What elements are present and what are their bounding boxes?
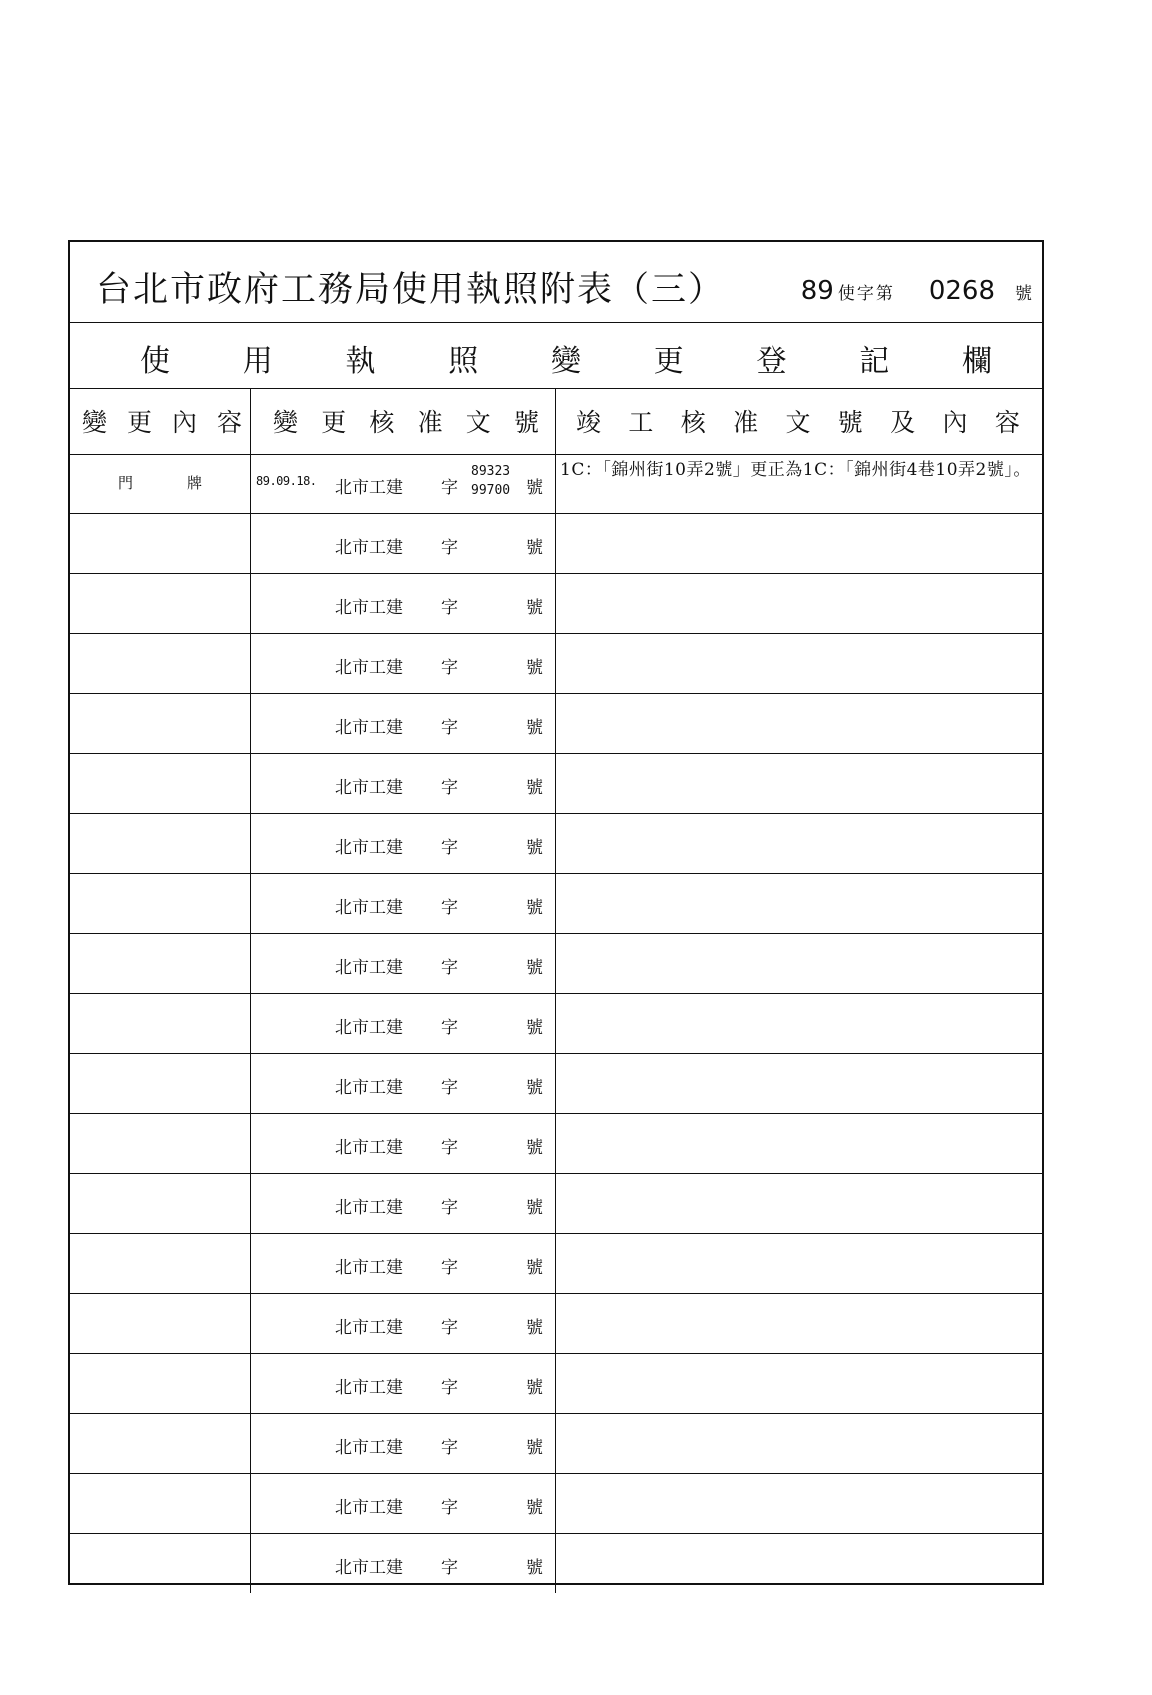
change-approval-cell	[251, 814, 556, 873]
table-row	[70, 454, 1042, 514]
table-row	[70, 694, 1042, 754]
approval-org: 北市工建	[335, 658, 403, 678]
approval-suffix: 號	[526, 1078, 543, 1098]
approval-org: 北市工建	[335, 958, 403, 978]
header-char: 文	[785, 408, 811, 437]
approval-org: 北市工建	[335, 1558, 403, 1578]
column-header-row	[70, 388, 1042, 455]
change-approval-cell	[251, 694, 556, 753]
table-row	[70, 1414, 1042, 1474]
approval-org: 北市工建	[335, 718, 403, 738]
approval-suffix: 號	[526, 1318, 543, 1338]
table-row	[70, 754, 1042, 814]
approval-org: 北市工建	[335, 1498, 403, 1518]
table-row	[70, 994, 1042, 1054]
header-completion	[556, 388, 1042, 454]
approval-date: 89.09.18.	[256, 474, 317, 488]
approval-org: 北市工建	[335, 1378, 403, 1398]
change-approval-cell	[251, 934, 556, 993]
change-content-cell	[70, 1534, 251, 1593]
change-approval-cell	[251, 874, 556, 933]
change-approval-cell	[251, 1414, 556, 1473]
approval-suffix: 號	[526, 838, 543, 858]
approval-char: 字	[441, 1318, 458, 1338]
completion-cell	[556, 1354, 1042, 1413]
section-heading-char: 用	[242, 344, 273, 379]
approval-char: 字	[441, 838, 458, 858]
header-char: 號	[837, 408, 863, 437]
header-char: 准	[733, 408, 759, 437]
approval-suffix: 號	[526, 478, 543, 498]
header-char: 文	[465, 408, 491, 437]
permit-mid-label: 使字第	[837, 284, 895, 304]
approval-org: 北市工建	[335, 1258, 403, 1278]
section-heading-char: 變	[551, 344, 581, 379]
change-content-cell	[70, 1294, 251, 1353]
approval-number: 89323	[471, 464, 511, 479]
change-approval-cell	[251, 1174, 556, 1233]
change-content-cell	[70, 574, 251, 633]
change-content-char: 門	[118, 474, 134, 492]
table-row	[70, 1294, 1042, 1354]
change-content-text	[118, 472, 202, 493]
approval-char: 字	[441, 1498, 458, 1518]
table-row	[70, 1234, 1042, 1294]
approval-char: 字	[441, 1558, 458, 1578]
approval-org: 北市工建	[335, 1018, 403, 1038]
change-content-cell	[70, 1114, 251, 1173]
approval-org: 北市工建	[335, 1438, 403, 1458]
completion-cell	[556, 1414, 1042, 1473]
table-row	[70, 1054, 1042, 1114]
change-approval-cell	[251, 1534, 556, 1593]
header-char: 內	[171, 408, 197, 437]
change-content-cell	[70, 1414, 251, 1473]
table-row	[70, 574, 1042, 634]
approval-char: 字	[441, 898, 458, 918]
approval-suffix: 號	[526, 538, 543, 558]
approval-char: 字	[441, 598, 458, 618]
header-char: 核	[369, 408, 395, 437]
table-row	[70, 934, 1042, 994]
approval-numbers	[471, 462, 510, 500]
approval-org: 北市工建	[335, 1318, 403, 1338]
change-content-cell	[70, 814, 251, 873]
header-char: 變	[273, 408, 299, 437]
register-rows	[70, 454, 1042, 1593]
header-char: 容	[994, 408, 1020, 437]
approval-suffix: 號	[526, 1018, 543, 1038]
title-row	[70, 242, 1042, 323]
completion-cell	[556, 1054, 1042, 1113]
approval-suffix: 號	[526, 1498, 543, 1518]
approval-suffix: 號	[526, 718, 543, 738]
section-heading-char: 執	[345, 344, 376, 379]
change-content-cell	[70, 634, 251, 693]
change-approval-cell	[251, 1054, 556, 1113]
section-heading-char: 使	[140, 344, 170, 379]
header-char: 容	[216, 408, 242, 437]
approval-org: 北市工建	[335, 538, 403, 558]
approval-org: 北市工建	[335, 478, 403, 498]
completion-cell	[556, 874, 1042, 933]
completion-cell	[556, 514, 1042, 573]
change-content-cell	[70, 694, 251, 753]
completion-text: 1C：「錦州街10弄2號」更正為1C：「錦州街4巷10弄2號」。	[560, 460, 1031, 480]
approval-char: 字	[441, 538, 458, 558]
permit-form	[68, 240, 1044, 1585]
header-char: 准	[417, 408, 443, 437]
table-row	[70, 634, 1042, 694]
header-char: 更	[126, 408, 152, 437]
approval-char: 字	[441, 778, 458, 798]
approval-org: 北市工建	[335, 778, 403, 798]
completion-cell	[556, 754, 1042, 813]
approval-suffix: 號	[526, 958, 543, 978]
header-char: 更	[321, 408, 347, 437]
change-content-cell	[70, 874, 251, 933]
approval-suffix: 號	[526, 1438, 543, 1458]
change-approval-cell	[251, 994, 556, 1053]
change-approval-cell	[251, 1474, 556, 1533]
header-char: 變	[82, 408, 108, 437]
approval-char: 字	[441, 718, 458, 738]
change-approval-cell	[251, 574, 556, 633]
section-heading-char: 記	[859, 344, 890, 379]
completion-cell	[556, 994, 1042, 1053]
approval-org: 北市工建	[335, 1198, 403, 1218]
approval-char: 字	[441, 1138, 458, 1158]
change-content-cell	[70, 1234, 251, 1293]
change-content-cell	[70, 1354, 251, 1413]
approval-char: 字	[441, 1258, 458, 1278]
change-approval-cell	[251, 754, 556, 813]
approval-char: 字	[441, 658, 458, 678]
approval-suffix: 號	[526, 598, 543, 618]
table-row	[70, 874, 1042, 934]
change-content-cell	[70, 454, 251, 513]
change-content-cell	[70, 1474, 251, 1533]
approval-char: 字	[441, 1378, 458, 1398]
completion-cell	[556, 1234, 1042, 1293]
change-content-cell	[70, 1054, 251, 1113]
completion-cell	[556, 1294, 1042, 1353]
permit-suffix: 號	[1015, 284, 1032, 304]
approval-char: 字	[441, 1198, 458, 1218]
change-content-char: 牌	[186, 474, 202, 492]
approval-suffix: 號	[526, 778, 543, 798]
change-approval-cell	[251, 454, 556, 513]
approval-org: 北市工建	[335, 898, 403, 918]
approval-org: 北市工建	[335, 1078, 403, 1098]
change-approval-cell	[251, 634, 556, 693]
change-content-cell	[70, 1174, 251, 1233]
table-row	[70, 514, 1042, 574]
change-approval-cell	[251, 1234, 556, 1293]
form-title: 台北市政府工務局使用執照附表（三）	[96, 270, 726, 310]
table-row	[70, 1174, 1042, 1234]
header-char: 號	[513, 408, 539, 437]
completion-cell	[556, 1474, 1042, 1533]
header-char: 核	[680, 408, 706, 437]
change-content-cell	[70, 934, 251, 993]
change-content-cell	[70, 754, 251, 813]
completion-cell	[556, 694, 1042, 753]
approval-char: 字	[441, 958, 458, 978]
approval-org: 北市工建	[335, 838, 403, 858]
change-approval-cell	[251, 1354, 556, 1413]
section-heading	[140, 336, 992, 380]
approval-number: 99700	[471, 483, 511, 498]
table-row	[70, 1534, 1042, 1593]
completion-cell	[556, 574, 1042, 633]
completion-cell	[556, 1114, 1042, 1173]
table-row	[70, 1354, 1042, 1414]
change-content-cell	[70, 514, 251, 573]
completion-cell	[556, 814, 1042, 873]
change-approval-cell	[251, 514, 556, 573]
approval-char: 字	[441, 1438, 458, 1458]
table-row	[70, 814, 1042, 874]
approval-char: 字	[441, 1018, 458, 1038]
completion-cell	[556, 934, 1042, 993]
completion-cell	[556, 454, 1042, 513]
change-approval-cell	[251, 1114, 556, 1173]
change-content-cell	[70, 994, 251, 1053]
approval-char: 字	[441, 1078, 458, 1098]
header-char: 竣	[576, 408, 602, 437]
header-change-content	[70, 388, 251, 454]
completion-cell	[556, 1534, 1042, 1593]
completion-cell	[556, 634, 1042, 693]
approval-suffix: 號	[526, 1138, 543, 1158]
section-heading-char: 照	[448, 344, 479, 379]
approval-org: 北市工建	[335, 598, 403, 618]
approval-suffix: 號	[526, 1378, 543, 1398]
header-change-approval	[251, 388, 556, 454]
approval-suffix: 號	[526, 1258, 543, 1278]
header-char: 工	[628, 408, 654, 437]
header-char: 內	[942, 408, 968, 437]
permit-number-block	[801, 276, 1032, 306]
permit-number: 0268	[928, 276, 995, 306]
approval-suffix: 號	[526, 898, 543, 918]
approval-org: 北市工建	[335, 1138, 403, 1158]
permit-year: 89	[800, 276, 834, 306]
completion-cell	[556, 1174, 1042, 1233]
approval-suffix: 號	[526, 658, 543, 678]
section-heading-char: 欄	[962, 344, 992, 379]
section-heading-row	[70, 322, 1042, 389]
approval-char: 字	[441, 478, 458, 498]
table-row	[70, 1114, 1042, 1174]
table-row	[70, 1474, 1042, 1534]
section-heading-char: 更	[653, 344, 684, 379]
change-approval-cell	[251, 1294, 556, 1353]
header-char: 及	[890, 408, 916, 437]
approval-suffix: 號	[526, 1558, 543, 1578]
approval-suffix: 號	[526, 1198, 543, 1218]
section-heading-char: 登	[756, 344, 787, 379]
